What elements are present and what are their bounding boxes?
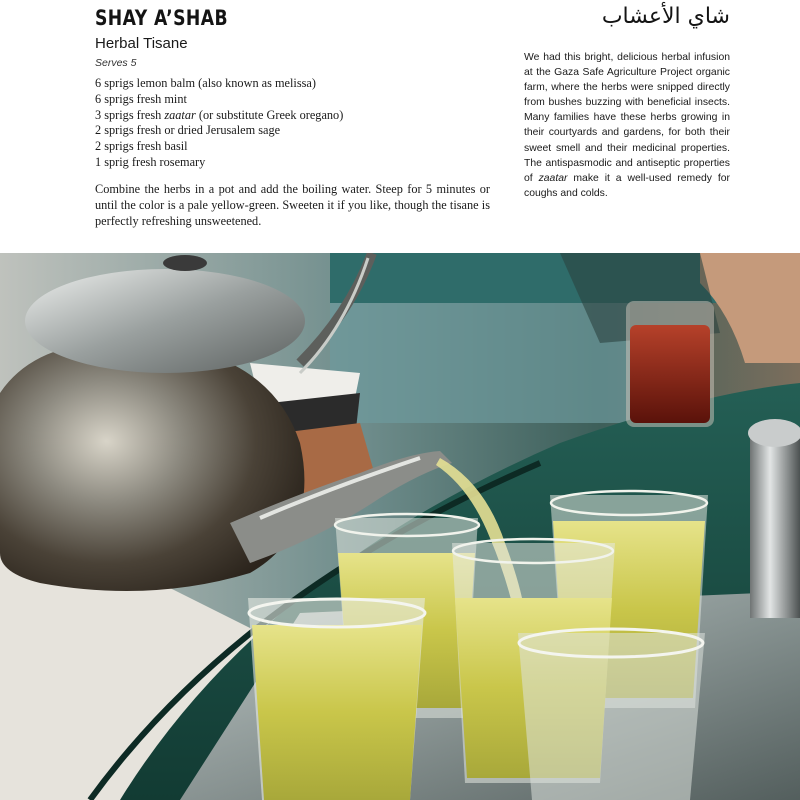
tea-glass (248, 598, 425, 800)
ingredient-item: 1 sprig fresh rosemary (95, 154, 206, 169)
recipe-title: SHAY A’SHAB (95, 6, 229, 30)
ingredient-item: 2 sprigs fresh or dried Jerusalem sage (95, 123, 281, 138)
serves-count: Serves 5 (95, 57, 137, 69)
ingredient-item: 6 sprigs lemon balm (also known as melissa) (95, 76, 316, 90)
arabic-title: شاي الأعشاب (601, 4, 730, 29)
tea-pouring-photo (0, 253, 800, 800)
empty-glass (518, 629, 705, 800)
headnote-paragraph: We had this bright, delicious herbal infusion at the Gaza Safe Agriculture Project organic farm, where the herbs were snipped directly from bushes buzzing with beneficial insects. Many families have these herbs growing in their courtyards and gardens, for both their sweet smell and their medicinal properties. The antispasmodic and antiseptic properties of zaatar make it a well-used remedy for coughs and colds. (524, 52, 730, 199)
ingredient-item: 2 sprigs fresh basil (95, 139, 188, 154)
ingredient-item: 3 sprigs fresh zaatar (or substitute Greek oregano) (95, 107, 344, 122)
method-paragraph: Combine the herbs in a pot and add the boiling water. Steep for 5 minutes or until the color is a pale yellow-green. Sweeten it if you like, though the tisane is perfectly refreshing unsweetened. (95, 182, 490, 228)
recipe-subtitle: Herbal Tisane (95, 35, 188, 52)
ingredient-list (95, 76, 343, 171)
ingredient-item: 6 sprigs fresh mint (95, 91, 187, 106)
